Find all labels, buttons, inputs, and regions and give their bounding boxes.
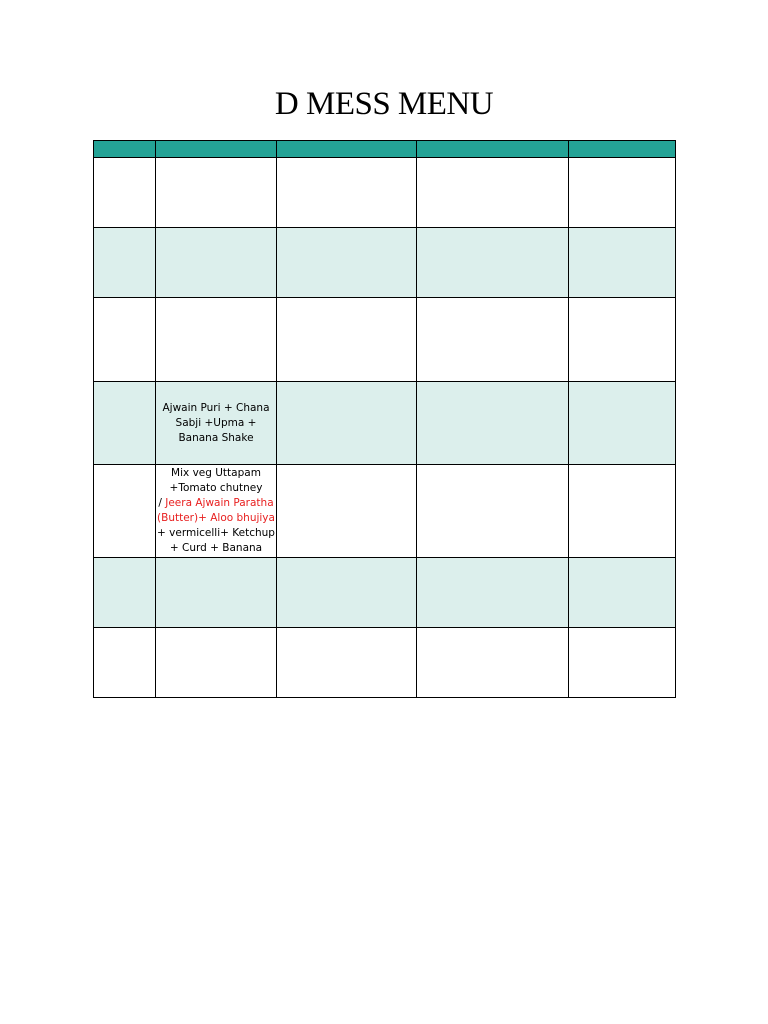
day-cell xyxy=(94,382,156,465)
breakfast-cell: Ajwain Puri + Chana Sabji +Upma + Banana Shake xyxy=(156,382,277,465)
lunch-cell xyxy=(277,228,417,298)
breakfast-cell xyxy=(156,465,277,558)
day-cell xyxy=(94,228,156,298)
breakfast-cell xyxy=(156,298,277,382)
breakfast-cell xyxy=(156,628,277,698)
lunch-cell xyxy=(277,158,417,228)
snacks-cell xyxy=(417,465,569,558)
snacks-cell xyxy=(417,628,569,698)
lunch-cell xyxy=(277,465,417,558)
dinner-cell xyxy=(569,628,676,698)
day-cell xyxy=(94,558,156,628)
table-row xyxy=(94,158,676,228)
breakfast-cell xyxy=(156,158,277,228)
header-cell xyxy=(277,141,417,158)
lunch-cell xyxy=(277,628,417,698)
dinner-cell xyxy=(569,558,676,628)
breakfast-cell xyxy=(156,558,277,628)
breakfast-cell xyxy=(156,228,277,298)
table-row xyxy=(94,298,676,382)
snacks-cell xyxy=(417,382,569,465)
snacks-cell xyxy=(417,228,569,298)
day-cell xyxy=(94,628,156,698)
table-row xyxy=(94,228,676,298)
header-cell xyxy=(417,141,569,158)
header-cell xyxy=(569,141,676,158)
lunch-cell xyxy=(277,382,417,465)
table-row xyxy=(94,558,676,628)
dinner-cell xyxy=(569,298,676,382)
dinner-cell xyxy=(569,465,676,558)
mess-menu-table xyxy=(93,140,676,698)
day-cell xyxy=(94,298,156,382)
header-cell xyxy=(94,141,156,158)
breakfast-option-b xyxy=(156,496,276,526)
snacks-cell xyxy=(417,158,569,228)
dinner-cell xyxy=(569,228,676,298)
table-row xyxy=(94,382,676,465)
snacks-cell xyxy=(417,298,569,382)
dinner-cell xyxy=(569,158,676,228)
dinner-cell xyxy=(569,382,676,465)
table-header-row xyxy=(94,141,676,158)
breakfast-extras: + vermicelli+ Ketchup + Curd + Banana xyxy=(157,527,275,554)
table-row xyxy=(94,628,676,698)
highlighted-item: Jeera Ajwain Paratha (Butter)+ Aloo bhujiya xyxy=(157,497,275,524)
day-cell xyxy=(94,465,156,558)
day-cell xyxy=(94,158,156,228)
lunch-cell xyxy=(277,298,417,382)
page-title: D MESS MENU xyxy=(274,86,494,122)
lunch-cell xyxy=(277,558,417,628)
breakfast-option-a: Mix veg Uttapam +Tomato chutney xyxy=(169,467,263,494)
snacks-cell xyxy=(417,558,569,628)
option-separator: / xyxy=(158,497,166,509)
header-cell xyxy=(156,141,277,158)
table-row xyxy=(94,465,676,558)
